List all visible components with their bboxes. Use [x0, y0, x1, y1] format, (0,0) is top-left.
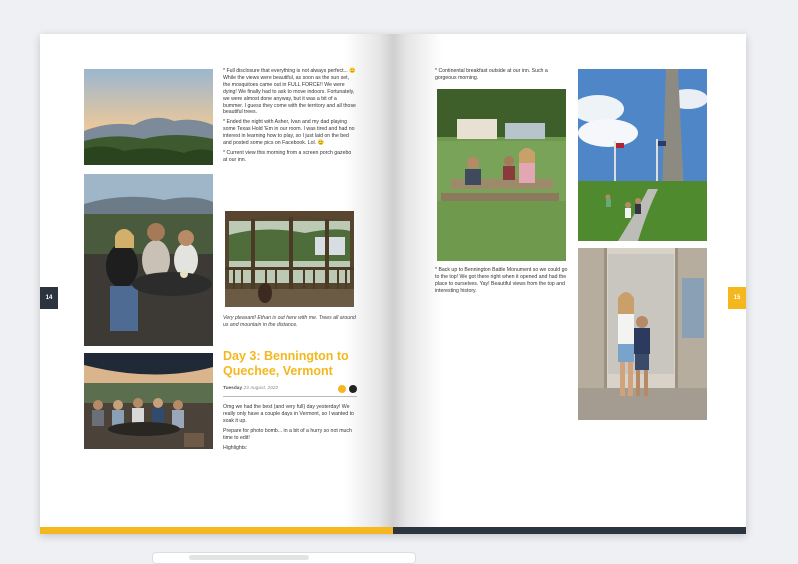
photo-group-dinner[interactable]: [84, 353, 213, 449]
gazebo-photo-caption: Very pleasant! Ethan is out here with me. Trees all around us and mountain in the distance.: [223, 315, 356, 328]
left-text-block-1: [223, 68, 357, 167]
page-number-right: 15: [728, 287, 746, 309]
entry-body-paragraph-1: Omg we had the best (and very full) day yesterday! We really only have a couple days in Vermont, so I wanted to soak it up.: [223, 404, 354, 424]
entry-body-paragraph-2: Prepare for photo bomb... in a bit of a hurry so not much time to edit!: [223, 427, 352, 441]
accent-bar-left: [40, 527, 393, 534]
entry-body: [223, 404, 357, 454]
photo-book-spread: [40, 34, 746, 534]
left-text-paragraph-poker: * Ended the night with Asher, Ivan and my dad playing some Texas Hold 'Em in our room. I was tired and had no interest in learning how to play, so I just laid on the bed and posted some pics on Facebook. Lol. 😊: [223, 119, 355, 147]
entry-date-day: Tuesday: [223, 386, 243, 391]
monument-caption: * Back up to Bennington Battle Monument so we could go to the top! We got there right when it opened and had the place to ourselves. Yay! Beautiful views from the top and interesting history.: [435, 267, 568, 294]
entry-date: [223, 386, 278, 391]
highlights-label: Highlights:: [223, 444, 248, 451]
left-page: [40, 34, 393, 527]
horizontal-scrollbar[interactable]: [152, 552, 416, 564]
right-page: [393, 34, 746, 527]
compass-icon: [349, 385, 357, 393]
date-divider: [223, 396, 357, 397]
photo-sunset-mountains[interactable]: [84, 69, 213, 165]
photo-inside-monument[interactable]: [578, 248, 707, 420]
left-text-paragraph-gazebo: * Current view this morning from a screen porch gazebo at our inn.: [223, 149, 352, 163]
scrollbar-thumb[interactable]: [189, 555, 309, 560]
page-number-left: 14: [40, 287, 58, 309]
page-title: Day 3: Bennington to Quechee, Vermont: [223, 349, 349, 378]
breakfast-caption: * Continental breakfast outside at our inn. Such a gorgeous morning.: [435, 68, 548, 81]
photo-gazebo-view[interactable]: [225, 211, 354, 307]
accent-bar-right: [393, 527, 746, 534]
sun-weather-icon: [338, 385, 346, 393]
entry-date-full: 23 August, 2022: [243, 386, 279, 391]
photo-family-dinner[interactable]: [84, 174, 213, 346]
photo-battle-monument[interactable]: [578, 69, 707, 241]
left-text-paragraph-mosquitoes: * Full disclosure that everything is not always perfect... 😑 While the views were beautiful, as soon as the sun set, the mosquitoes came out in FULL FORCE!! We were dying! We finally had to ask to move indoors. Fortunately, we were almost done anyway, but it was a bit of a bummer. I guess they come with the territory and all those beautiful trees.: [223, 68, 356, 116]
photo-breakfast-outside[interactable]: [437, 89, 566, 261]
